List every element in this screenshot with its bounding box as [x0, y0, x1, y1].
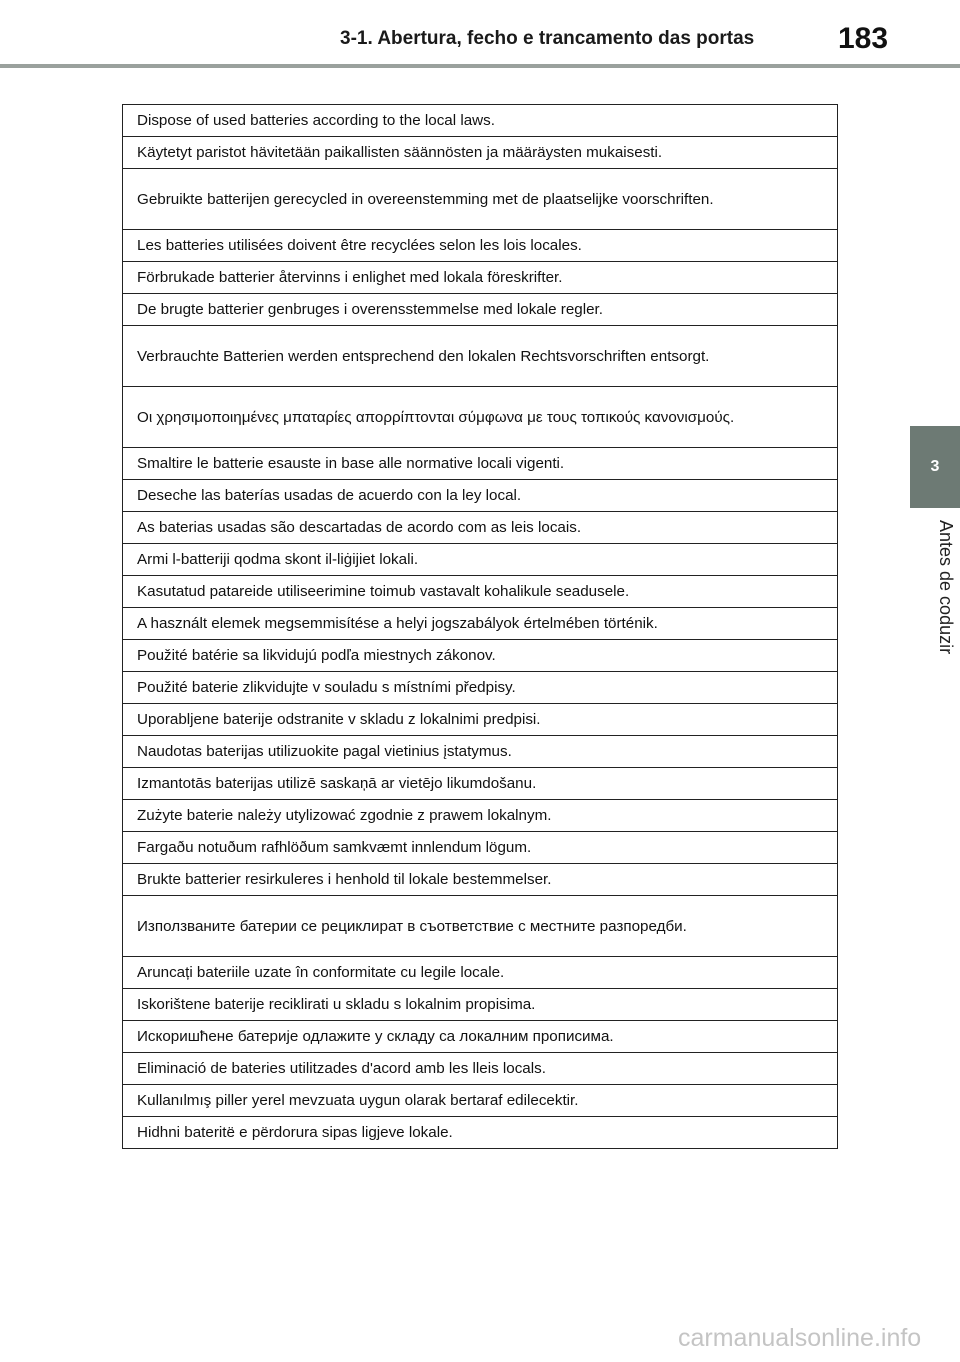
statement-cell: Verbrauchte Batterien werden entsprechend den lokalen Rechtsvorschriften entsorgt.: [123, 326, 838, 387]
table-row: [123, 957, 838, 989]
statement-cell: Kullanılmış piller yerel mevzuata uygun olarak bertaraf edilecektir.: [123, 1085, 838, 1117]
statement-cell: Uporabljene baterije odstranite v skladu z lokalnimi predpisi.: [123, 704, 838, 736]
table-row: [123, 326, 838, 387]
statement-cell: A használt elemek megsemmisítése a helyi jogszabályok értelmében történik.: [123, 608, 838, 640]
table-row: [123, 1117, 838, 1149]
statement-cell: Izmantotās baterijas utilizē saskaņā ar vietējo likumdošanu.: [123, 768, 838, 800]
table-row: [123, 800, 838, 832]
statement-cell: Eliminació de bateries utilitzades d'acord amb les lleis locals.: [123, 1053, 838, 1085]
table-row: [123, 832, 838, 864]
table-row: [123, 230, 838, 262]
table-row: [123, 262, 838, 294]
statement-cell: Förbrukade batterier återvinns i enlighet med lokala föreskrifter.: [123, 262, 838, 294]
table-row: [123, 169, 838, 230]
table-row: [123, 387, 838, 448]
table-row: [123, 105, 838, 137]
table-row: [123, 864, 838, 896]
statement-cell: Iskorištene baterije reciklirati u skladu s lokalnim propisima.: [123, 989, 838, 1021]
statement-cell: Použité batérie sa likvidujú podľa miestnych zákonov.: [123, 640, 838, 672]
table-row: [123, 544, 838, 576]
header-divider: [0, 64, 960, 68]
statement-cell: Naudotas baterijas utilizuokite pagal vietinius įstatymus.: [123, 736, 838, 768]
statement-cell: Smaltire le batterie esauste in base alle normative locali vigenti.: [123, 448, 838, 480]
statement-cell: Les batteries utilisées doivent être recyclées selon les lois locales.: [123, 230, 838, 262]
statement-cell: Použité baterie zlikvidujte v souladu s místními předpisy.: [123, 672, 838, 704]
table-row: [123, 512, 838, 544]
table-row: [123, 1021, 838, 1053]
table-row: [123, 480, 838, 512]
section-title: 3-1. Abertura, fecho e trancamento das portas: [340, 28, 755, 49]
statement-cell: Οι χρησιμοποιημένες μπαταρίες απορρίπτονται σύμφωνα με τους τοπικούς κανονισμούς.: [123, 387, 838, 448]
statement-cell: Използваните батерии се рециклират в съответствие с местните разпоредби.: [123, 896, 838, 957]
table-row: [123, 640, 838, 672]
table-row: [123, 672, 838, 704]
table-row: [123, 896, 838, 957]
table-row: [123, 576, 838, 608]
battery-disposal-table: [122, 104, 838, 1149]
watermark: carmanualsonline.info: [678, 1324, 922, 1352]
chapter-tab: [910, 426, 960, 508]
statement-cell: De brugte batterier genbruges i overensstemmelse med lokale regler.: [123, 294, 838, 326]
statement-cell: Hidhni bateritë e përdorura sipas ligjeve lokale.: [123, 1117, 838, 1149]
table-row: [123, 989, 838, 1021]
statement-cell: Käytetyt paristot hävitetään paikallisten säännösten ja määräysten mukaisesti.: [123, 137, 838, 169]
table-row: [123, 704, 838, 736]
statement-cell: Искоришћене батерије одлажите у складу са локалним прописима.: [123, 1021, 838, 1053]
statement-cell: Dispose of used batteries according to the local laws.: [123, 105, 838, 137]
chapter-number: 3: [930, 458, 940, 475]
chapter-label: Antes de coduzir: [936, 520, 956, 655]
table-row: [123, 448, 838, 480]
statement-cell: Armi l-batteriji qodma skont il-liġijiet lokali.: [123, 544, 838, 576]
table-row: [123, 768, 838, 800]
table-row: [123, 736, 838, 768]
table-row: [123, 1085, 838, 1117]
statement-cell: Kasutatud patareide utiliseerimine toimub vastavalt kohalikule seadusele.: [123, 576, 838, 608]
table-row: [123, 1053, 838, 1085]
statement-cell: Deseche las baterías usadas de acuerdo con la ley local.: [123, 480, 838, 512]
statement-cell: Gebruikte batterijen gerecycled in overeenstemming met de plaatselijke voorschriften.: [123, 169, 838, 230]
table-row: [123, 294, 838, 326]
page-number: 183: [838, 22, 889, 55]
statement-cell: Zużyte baterie należy utylizować zgodnie z prawem lokalnym.: [123, 800, 838, 832]
statement-cell: Brukte batterier resirkuleres i henhold til lokale bestemmelser.: [123, 864, 838, 896]
statement-cell: Fargaðu notuðum rafhlöðum samkvæmt innlendum lögum.: [123, 832, 838, 864]
table-row: [123, 137, 838, 169]
statement-cell: Aruncați bateriile uzate în conformitate cu legile locale.: [123, 957, 838, 989]
statement-cell: As baterias usadas são descartadas de acordo com as leis locais.: [123, 512, 838, 544]
table-row: [123, 608, 838, 640]
